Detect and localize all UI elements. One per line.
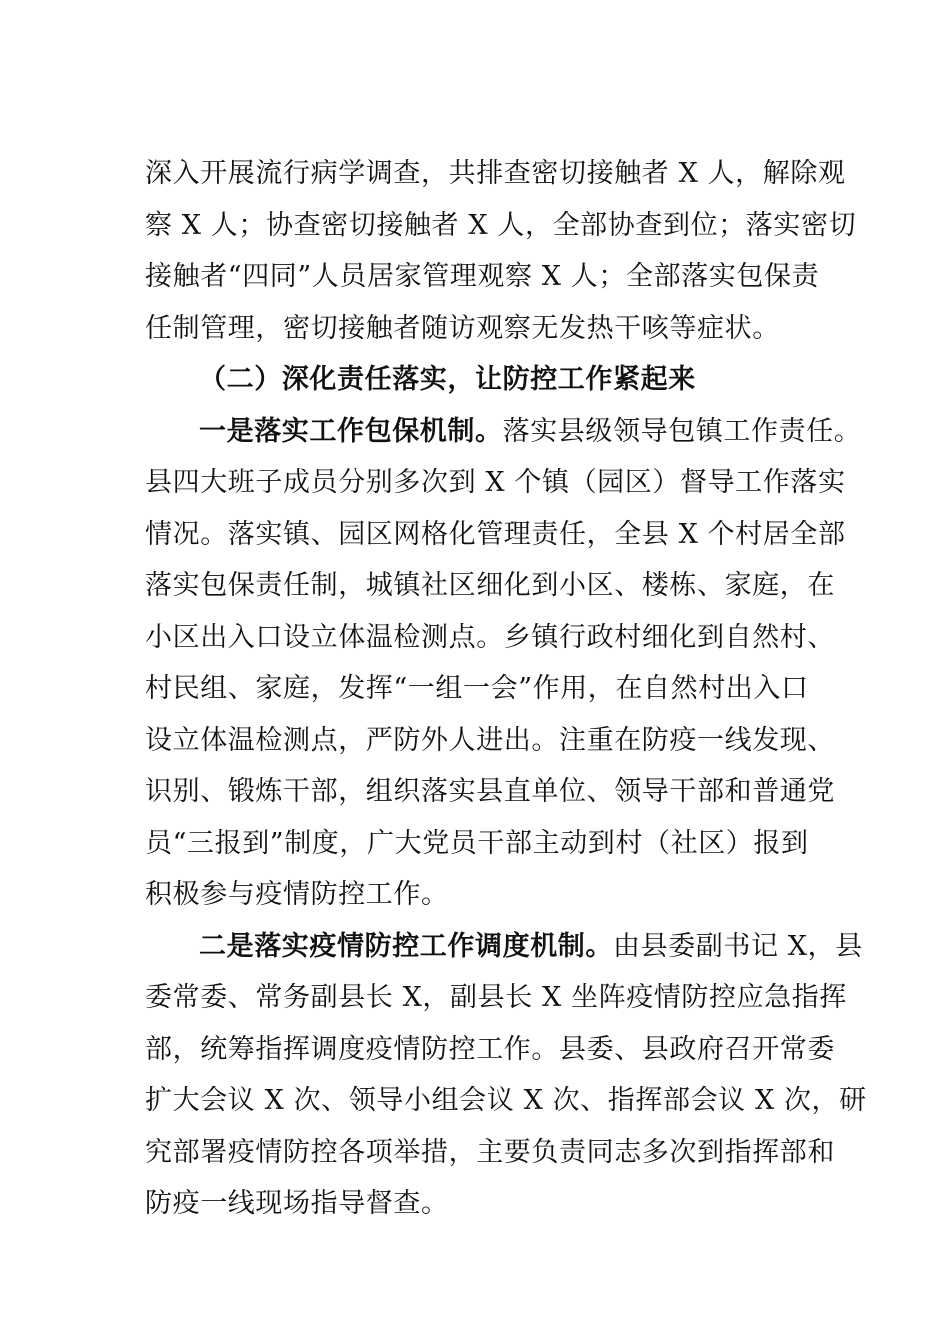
text-line: 接触者“四同”人员居家管理观察 X 人；全部落实包保责 bbox=[145, 261, 820, 292]
text-line: 落实包保责任制，城镇社区细化到小区、楼栋、家庭，在 bbox=[145, 570, 835, 601]
text-line: 扩大会议 X 次、领导小组会议 X 次、指挥部会议 X 次，研 bbox=[145, 1085, 867, 1116]
text-line: 村民组、家庭，发挥“一组一会”作用，在自然村出入口 bbox=[145, 673, 809, 704]
text-line: 积极参与疫情防控工作。 bbox=[145, 879, 449, 910]
paragraph-text: 落实县级领导包镇工作责任。 bbox=[502, 415, 862, 447]
text-line: 小区出入口设立体温检测点。乡镇行政村细化到自然村、 bbox=[145, 621, 835, 653]
text-line: 深入开展流行病学调查，共排查密切接触者 X 人，解除观 bbox=[145, 158, 846, 189]
paragraph-first-line bbox=[145, 406, 862, 458]
section-heading: （二）深化责任落实，让防控工作紧起来 bbox=[199, 364, 696, 395]
text-line: 任制管理，密切接触者随访观察无发热干咳等症状。 bbox=[145, 312, 780, 344]
paragraph-lead: 一是落实工作包保机制。 bbox=[199, 415, 503, 447]
paragraph-first-line bbox=[145, 921, 863, 973]
paragraph-lead: 二是落实疫情防控工作调度机制。 bbox=[199, 930, 613, 962]
text-line: 部，统筹指挥调度疫情防控工作。县委、县政府召开常委 bbox=[145, 1033, 835, 1065]
document-body bbox=[145, 148, 867, 1230]
text-line: 委常委、常务副县长 X，副县长 X 坐阵疫情防控应急指挥 bbox=[145, 982, 847, 1013]
text-line: 县四大班子成员分别多次到 X 个镇（园区）督导工作落实 bbox=[145, 467, 846, 498]
text-line: 识别、锻炼干部，组织落实县直单位、领导干部和普通党 bbox=[145, 776, 835, 807]
text-line: 防疫一线现场指导督查。 bbox=[145, 1188, 449, 1219]
text-line: 员“三报到”制度，广大党员干部主动到村（社区）报到 bbox=[145, 827, 809, 859]
text-line: 究部署疫情防控各项举措，主要负责同志多次到指挥部和 bbox=[145, 1136, 835, 1168]
paragraph-text: 由县委副书记 X，县 bbox=[613, 930, 863, 962]
text-line: 察 X 人；协查密切接触者 X 人，全部协查到位；落实密切 bbox=[145, 209, 857, 241]
text-line: 设立体温检测点，严防外人进出。注重在防疫一线发现、 bbox=[145, 724, 835, 756]
text-line: 情况。落实镇、园区网格化管理责任，全县 X 个村居全部 bbox=[145, 518, 846, 550]
